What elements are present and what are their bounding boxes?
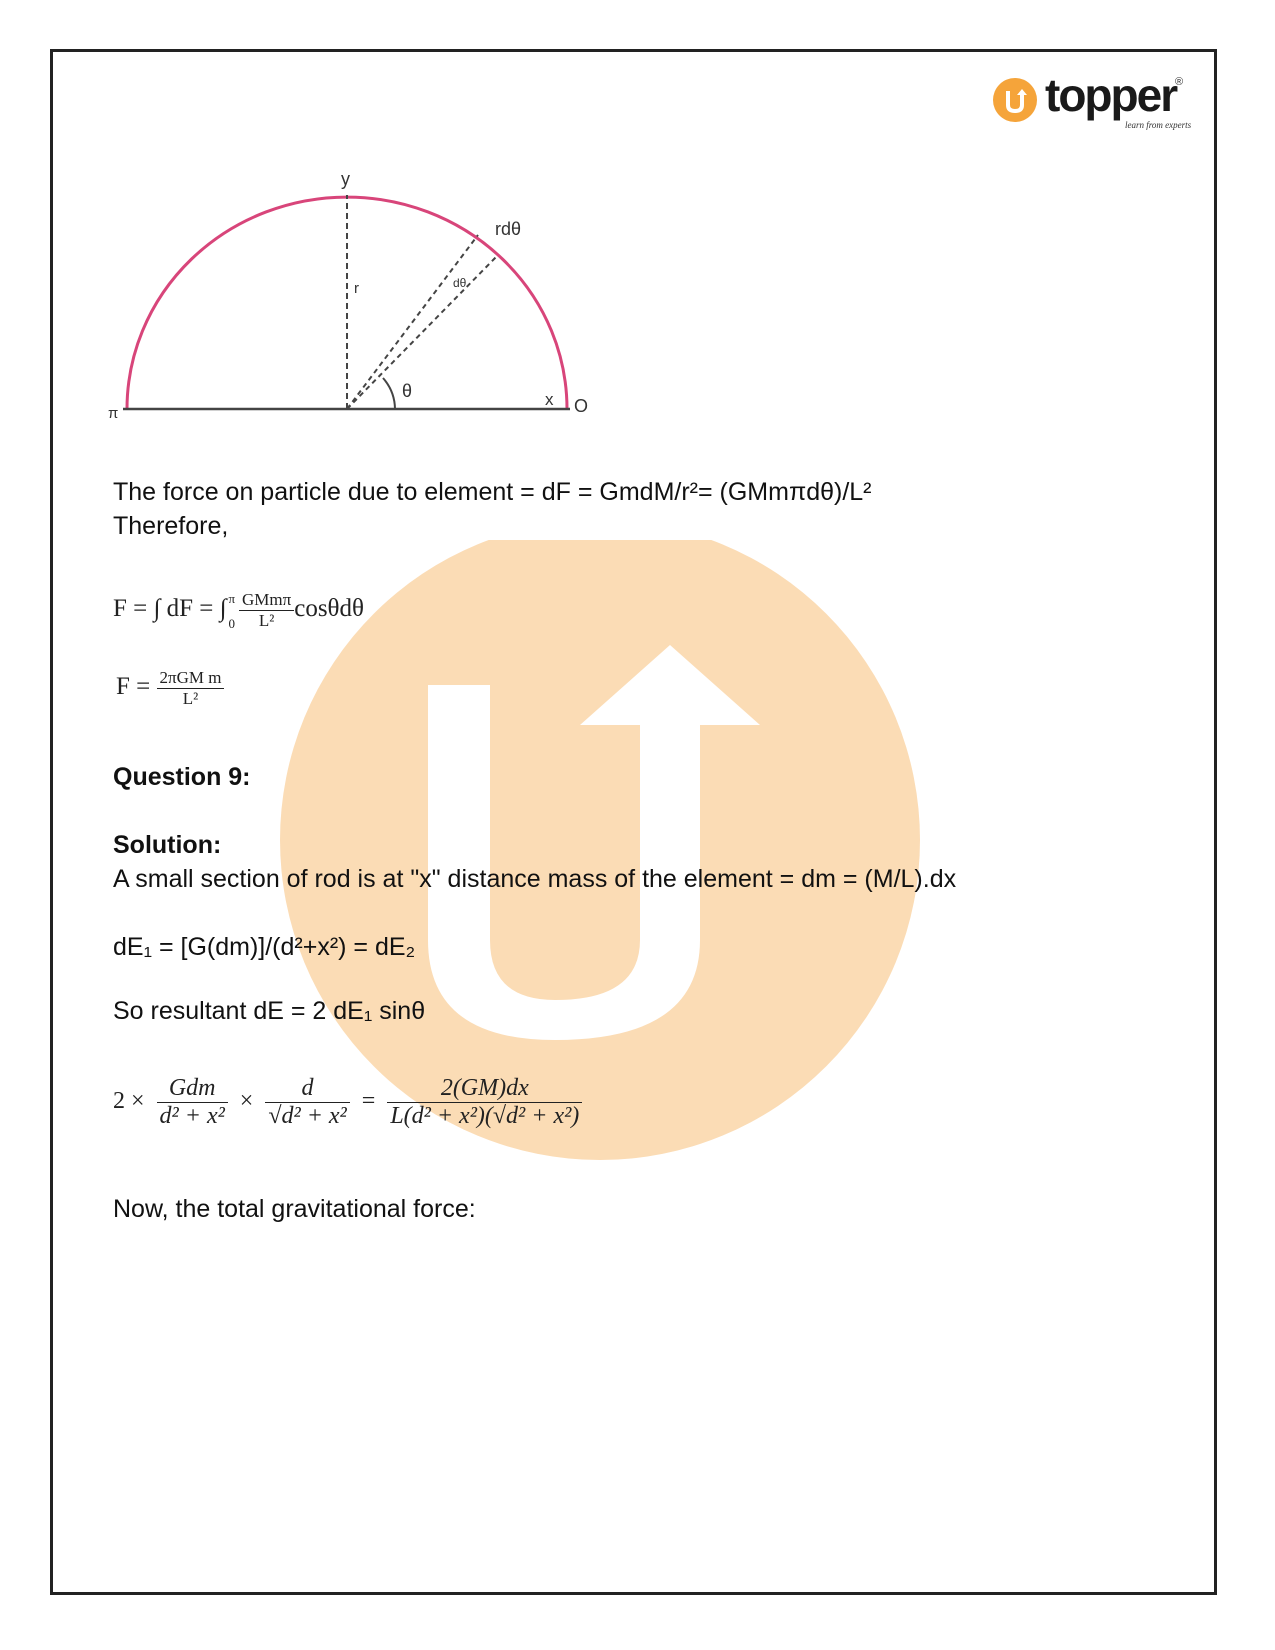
eq3-equals: =	[361, 1088, 376, 1115]
eq3-lead: 2 ×	[113, 1088, 145, 1115]
semicircle-diagram	[108, 175, 628, 445]
resultant-equation	[113, 1075, 588, 1130]
solution-heading: Solution:	[113, 831, 222, 859]
label-x: x	[545, 390, 554, 409]
eq3-frac1-denominator: d² + x²	[157, 1102, 228, 1130]
field-element-text: dE₁ = [G(dm)]/(d²+x²) = dE₂	[113, 933, 416, 961]
eq3-frac2-denominator: √d² + x²	[265, 1102, 349, 1130]
force-result-equation	[116, 668, 224, 709]
eq3-frac2-numerator: d	[301, 1075, 314, 1101]
logo-tagline: learn from experts	[1125, 120, 1192, 130]
eq2-lhs: F =	[116, 673, 151, 701]
total-force-text: Now, the total gravitational force:	[113, 1195, 476, 1223]
therefore-text: Therefore,	[113, 512, 229, 540]
eq1-numerator: GMmπ	[242, 590, 292, 609]
theta-arc	[383, 378, 395, 409]
label-pi: π	[108, 405, 119, 422]
eq3-frac3-numerator: 2(GM)dx	[440, 1075, 529, 1101]
eq1-lower: 0	[228, 615, 235, 631]
label-origin: O	[574, 396, 589, 416]
eq1-tail: cosθdθ	[294, 595, 365, 623]
eq2-denominator: L²	[157, 688, 225, 709]
element-line-2	[347, 255, 498, 409]
label-dtheta: dθ	[453, 276, 467, 290]
logo-wordmark: topper	[1045, 69, 1177, 121]
label-r: r	[354, 280, 359, 297]
integral-equation	[113, 590, 364, 631]
force-statement: The force on particle due to element = dF = GmdM/r²= (GMmπdθ)/L²	[113, 478, 872, 506]
element-line-1	[347, 235, 478, 409]
resultant-field-text: So resultant dE = 2 dE₁ sinθ	[113, 997, 426, 1025]
label-theta: θ	[402, 381, 413, 401]
label-y: y	[341, 175, 350, 189]
eq2-numerator: 2πGM m	[159, 668, 222, 687]
eq3-frac1-numerator: Gdm	[168, 1075, 216, 1101]
u-logo-icon	[993, 78, 1037, 122]
label-rdtheta: rdθ	[495, 219, 522, 239]
eq1-upper: π	[228, 590, 236, 606]
question-heading: Question 9:	[113, 763, 251, 791]
eq3-times: ×	[239, 1088, 254, 1115]
eq1-denominator: L²	[239, 610, 294, 631]
mass-element-text: A small section of rod is at "x" distance mass of the element = dm = (M/L).dx	[113, 865, 957, 893]
eq1-lhs: F = ∫ dF = ∫	[113, 595, 227, 623]
registered-mark: ®	[1175, 76, 1184, 88]
topper-logo	[993, 69, 1193, 136]
eq3-frac3-denominator: L(d² + x²)(√d² + x²)	[387, 1102, 582, 1130]
